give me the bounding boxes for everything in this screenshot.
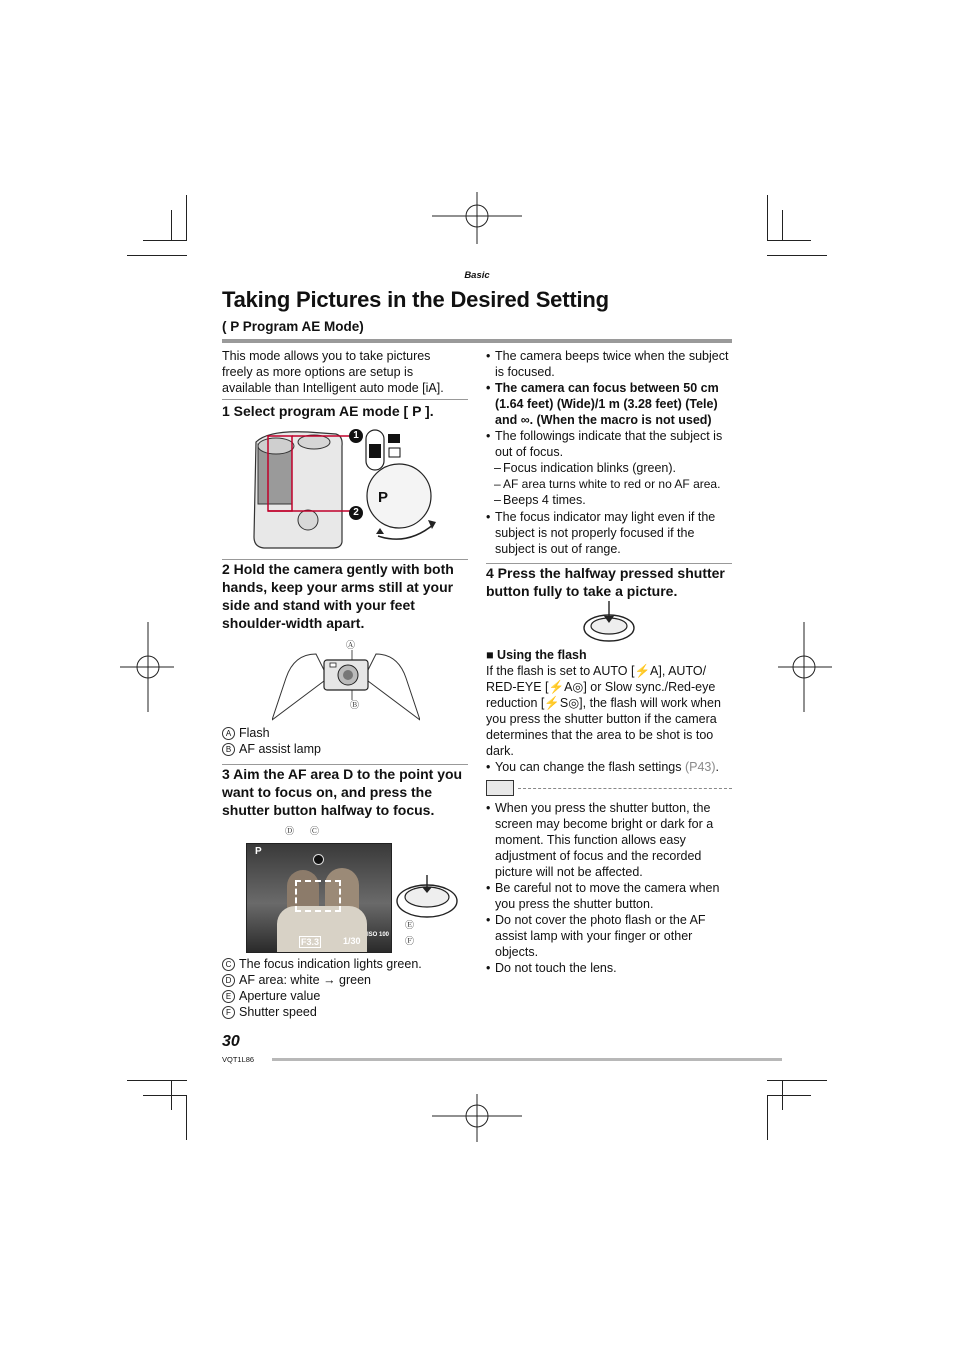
marker-b: Ⓑ bbox=[350, 700, 360, 710]
focus-indicator bbox=[313, 854, 324, 865]
focus-bullets bbox=[486, 348, 732, 557]
bullet-range-note: • The focus indicator may light even if the subject is not properly focused if the subject is out of range. bbox=[486, 509, 732, 557]
label-af-area: D AF area: white → green bbox=[222, 972, 468, 988]
square-bullet-icon: ■ bbox=[486, 648, 494, 662]
marker-c: Ⓒ bbox=[310, 826, 320, 836]
step1-marker-2: 2 bbox=[349, 506, 363, 520]
step1-heading: 1 Select program AE mode [ P ]. bbox=[222, 403, 434, 419]
lcd-screen-illustration bbox=[246, 843, 392, 953]
lcd-aperture: F3.3 bbox=[301, 937, 320, 947]
sub-af-red: – AF area turns white to red or no AF area. bbox=[494, 476, 732, 492]
marker-e: Ⓔ bbox=[405, 920, 415, 930]
marker-a: Ⓐ bbox=[346, 640, 356, 650]
step2-heading: 2 Hold the camera gently with both hands, keep your arms still at your side and stand with your feet shoulder-width apart. bbox=[222, 561, 454, 631]
note-lens: • Do not touch the lens. bbox=[486, 960, 732, 976]
lcd-iso: ISO 100 bbox=[367, 932, 390, 938]
note-cover-flash: • Do not cover the photo flash or the AF assist lamp with your finger or other objects. bbox=[486, 912, 732, 960]
shutter-button-half-illustration bbox=[394, 875, 460, 921]
step4-heading: 4 Press the halfway pressed shutter button fully to take a picture. bbox=[486, 565, 725, 599]
registration-mark-right bbox=[776, 622, 832, 714]
flash-heading: ■ Using the flash bbox=[486, 648, 587, 662]
flash-section bbox=[486, 647, 732, 775]
af-area-frame bbox=[295, 880, 341, 912]
dial-mode-p: P bbox=[378, 489, 389, 506]
divider bbox=[222, 399, 468, 400]
label-af-assist: B AF assist lamp bbox=[222, 741, 468, 757]
bullet-beeps: • The camera beeps twice when the subject is focused. bbox=[486, 348, 732, 380]
bullet-out-of-focus: • The followings indicate that the subject is out of focus. bbox=[486, 428, 732, 460]
title-rule bbox=[222, 339, 732, 343]
registration-mark-bottom bbox=[430, 1094, 524, 1144]
marker-d: Ⓓ bbox=[285, 826, 295, 836]
label-aperture: E Aperture value bbox=[222, 988, 468, 1004]
note-camera-move: • Be careful not to move the camera when you press the shutter button. bbox=[486, 880, 732, 912]
label-focus-indication: C The focus indication lights green. bbox=[222, 956, 468, 972]
note-screen-bright: • When you press the shutter button, the screen may become bright or dark for a moment. This function allows easy adjustment of focus and the recorded picture will not be affected. bbox=[486, 800, 732, 880]
footer-rule bbox=[272, 1058, 782, 1061]
shutter-button-full-illustration bbox=[582, 601, 636, 643]
label-flash: A Flash bbox=[222, 725, 468, 741]
page-title: Taking Pictures in the Desired Setting bbox=[222, 287, 609, 312]
page-subtitle: ( P Program AE Mode) bbox=[222, 319, 364, 334]
sub-beeps: – Beeps 4 times. bbox=[494, 492, 732, 508]
section-label: Basic bbox=[464, 270, 490, 281]
lcd-mode: P bbox=[255, 846, 262, 857]
camera-mode-dial-illustration bbox=[248, 424, 448, 550]
page-number: 30 bbox=[222, 1033, 240, 1050]
intro-text: This mode allows you to take pictures freely as more options are setup is available than Intelligent auto mode [iA]. bbox=[222, 349, 444, 395]
flash-body: If the flash is set to AUTO [⚡A], AUTO/ RED-EYE [⚡A◎] or Slow sync./Red-eye reduction [⚡S◎], the flash will work when you press the shutter button if the camera determines that the area to be shot is too dark. bbox=[486, 664, 721, 758]
marker-f: Ⓕ bbox=[405, 936, 415, 946]
page-ref-link[interactable]: (P43) bbox=[684, 760, 716, 774]
step3-heading: 3 Aim the AF area D to the point you want to focus on, and press the shutter button halfway to focus. bbox=[222, 766, 463, 818]
step3-label-list bbox=[222, 956, 468, 1020]
bullet-focus-range: • The camera can focus between 50 cm (1.64 feet) (Wide)/1 m (3.28 feet) (Tele) and ∞. (When the macro is not used) bbox=[486, 380, 732, 428]
flash-tip: • You can change the flash settings (P43). bbox=[486, 759, 732, 775]
note-dash-line bbox=[518, 788, 732, 789]
step2-label-list bbox=[222, 725, 468, 757]
notes-list bbox=[486, 800, 732, 976]
note-icon bbox=[486, 780, 514, 796]
label-shutter-speed: F Shutter speed bbox=[222, 1004, 468, 1020]
registration-mark-top bbox=[430, 192, 524, 246]
step1-marker-1: 1 bbox=[349, 429, 363, 443]
lcd-shutter: 1/30 bbox=[343, 936, 361, 946]
model-code: VQT1L86 bbox=[222, 1055, 255, 1064]
registration-mark-left bbox=[120, 622, 176, 714]
sub-blinks: – Focus indication blinks (green). bbox=[494, 460, 732, 476]
